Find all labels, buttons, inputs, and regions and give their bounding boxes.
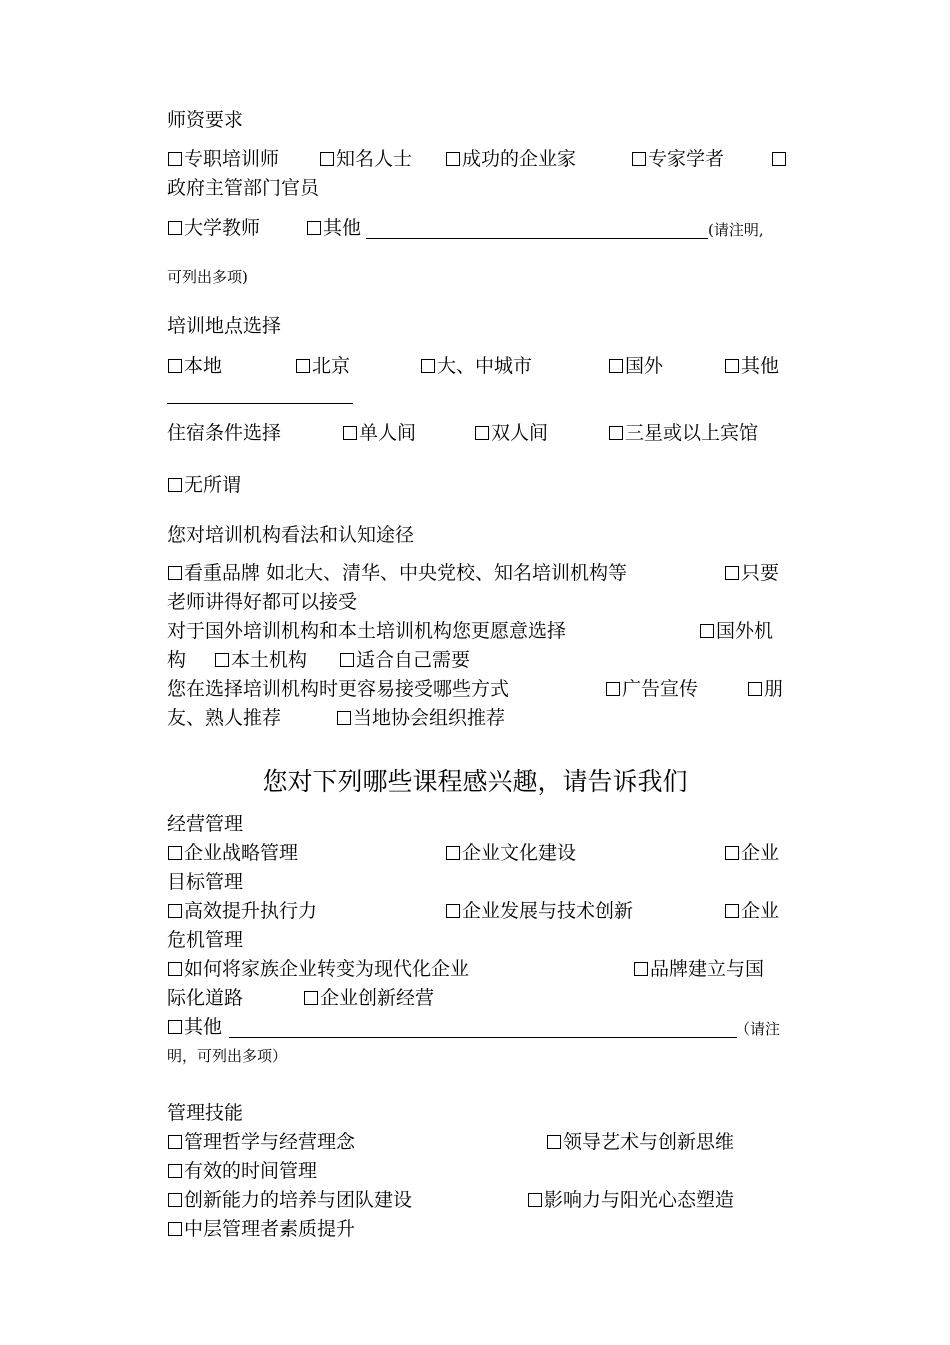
- checkbox-double-room[interactable]: 双人间: [475, 421, 548, 445]
- channel-question: 您在选择培训机构时更容易接受哪些方式: [167, 678, 510, 700]
- checkbox-advertising[interactable]: 广告宣传: [606, 677, 698, 701]
- checkbox-icon[interactable]: [725, 846, 739, 860]
- checkbox-suits-needs[interactable]: 适合自己需要: [340, 648, 470, 672]
- government-label: 政府主管部门官员: [167, 177, 320, 199]
- checkbox-icon[interactable]: [215, 653, 229, 667]
- checkbox-friend-referral[interactable]: 朋: [748, 677, 783, 701]
- checkbox-good-teacher[interactable]: 只要: [725, 561, 779, 585]
- friend-referral-label: 友、熟人推荐: [167, 707, 282, 729]
- checkbox-icon[interactable]: [725, 359, 739, 373]
- business-note: （请注: [735, 1020, 781, 1038]
- location-section-title: 培训地点选择: [167, 315, 282, 337]
- checkbox-government[interactable]: [772, 147, 788, 171]
- checkbox-icon[interactable]: [700, 624, 714, 638]
- checkbox-icon[interactable]: [168, 1135, 182, 1149]
- checkbox-icon[interactable]: [296, 359, 310, 373]
- checkbox-no-preference[interactable]: 无所谓: [168, 473, 241, 497]
- checkbox-university-teacher[interactable]: 大学教师: [168, 216, 260, 240]
- checkbox-icon[interactable]: [337, 711, 351, 725]
- checkbox-culture[interactable]: 企业文化建设: [446, 841, 576, 865]
- checkbox-icon[interactable]: [725, 566, 739, 580]
- teacher-note: (请注明,: [708, 221, 764, 239]
- checkbox-icon[interactable]: [168, 359, 182, 373]
- crisis-management-label: 危机管理: [167, 929, 244, 951]
- checkbox-expert[interactable]: 专家学者: [632, 147, 724, 171]
- checkbox-icon[interactable]: [748, 682, 762, 696]
- checkbox-icon[interactable]: [168, 962, 182, 976]
- checkbox-icon[interactable]: [606, 682, 620, 696]
- checkbox-goal-management[interactable]: 企业: [725, 841, 779, 865]
- location-other-input[interactable]: [167, 403, 353, 404]
- checkbox-crisis-management[interactable]: 企业: [725, 899, 779, 923]
- business-note-cont: 明，可列出多项）: [167, 1047, 288, 1065]
- checkbox-icon[interactable]: [168, 1164, 182, 1178]
- teacher-other-input[interactable]: [366, 238, 708, 239]
- checkbox-icon[interactable]: [609, 359, 623, 373]
- checkbox-leadership[interactable]: 领导艺术与创新思维: [547, 1130, 734, 1154]
- checkbox-time-management[interactable]: 有效的时间管理: [168, 1159, 317, 1183]
- checkbox-icon[interactable]: [772, 152, 786, 166]
- checkbox-icon[interactable]: [168, 1193, 182, 1207]
- checkbox-family-business[interactable]: 如何将家族企业转变为现代化企业: [168, 957, 469, 981]
- checkbox-three-star[interactable]: 三星或以上宾馆: [609, 421, 758, 445]
- checkbox-icon[interactable]: [446, 846, 460, 860]
- checkbox-fulltime-trainer[interactable]: 专职培训师: [168, 147, 279, 171]
- checkbox-icon[interactable]: [343, 426, 357, 440]
- checkbox-icon[interactable]: [446, 152, 460, 166]
- checkbox-icon[interactable]: [632, 152, 646, 166]
- checkbox-icon[interactable]: [168, 1020, 182, 1034]
- checkbox-abroad[interactable]: 国外: [609, 354, 663, 378]
- checkbox-association[interactable]: 当地协会组织推荐: [337, 706, 505, 730]
- checkbox-single-room[interactable]: 单人间: [343, 421, 416, 445]
- checkbox-icon[interactable]: [168, 1222, 182, 1236]
- view-section-title: 您对培训机构看法和认知途径: [167, 524, 415, 546]
- goal-management-label: 目标管理: [167, 871, 244, 893]
- checkbox-entrepreneur[interactable]: 成功的企业家: [446, 147, 576, 171]
- checkbox-local[interactable]: 本地: [168, 354, 222, 378]
- checkbox-icon[interactable]: [168, 221, 182, 235]
- checkbox-philosophy[interactable]: 管理哲学与经营理念: [168, 1130, 355, 1154]
- checkbox-icon[interactable]: [320, 152, 334, 166]
- teacher-section-title: 师资要求: [167, 109, 244, 131]
- checkbox-brand-building[interactable]: 品牌建立与国: [634, 957, 764, 981]
- checkbox-teacher-other[interactable]: 其他: [307, 216, 361, 240]
- checkbox-icon[interactable]: [340, 653, 354, 667]
- checkbox-middle-management[interactable]: 中层管理者素质提升: [168, 1217, 355, 1241]
- checkbox-celebrity[interactable]: 知名人士: [320, 147, 412, 171]
- skills-section-title: 管理技能: [167, 1102, 244, 1124]
- checkbox-execution[interactable]: 高效提升执行力: [168, 899, 317, 923]
- checkbox-business-other[interactable]: 其他: [168, 1015, 222, 1039]
- checkbox-icon[interactable]: [725, 904, 739, 918]
- teacher-note-cont: 可列出多项): [167, 268, 248, 286]
- brand-building-label: 际化道路: [167, 987, 244, 1009]
- checkbox-icon[interactable]: [528, 1193, 542, 1207]
- checkbox-local-institution[interactable]: 本土机构: [215, 648, 307, 672]
- lodging-section-title: 住宿条件选择: [167, 422, 282, 444]
- checkbox-icon[interactable]: [168, 846, 182, 860]
- checkbox-brand[interactable]: 看重品牌 如北大、清华、中央党校、知名培训机构等: [168, 561, 627, 585]
- courses-heading: 您对下列哪些课程感兴趣，请告诉我们: [262, 767, 688, 796]
- checkbox-location-other[interactable]: 其他: [725, 354, 779, 378]
- checkbox-big-city[interactable]: 大、中城市: [421, 354, 532, 378]
- checkbox-icon[interactable]: [475, 426, 489, 440]
- checkbox-influence[interactable]: 影响力与阳光心态塑造: [528, 1188, 734, 1212]
- checkbox-icon[interactable]: [307, 221, 321, 235]
- checkbox-icon[interactable]: [421, 359, 435, 373]
- checkbox-icon[interactable]: [634, 962, 648, 976]
- checkbox-icon[interactable]: [609, 426, 623, 440]
- checkbox-icon[interactable]: [547, 1135, 561, 1149]
- good-teacher-label: 老师讲得好都可以接受: [167, 591, 358, 613]
- checkbox-innovation-ops[interactable]: 企业创新经营: [304, 986, 434, 1010]
- institution-question: 对于国外培训机构和本土培训机构您更愿意选择: [167, 620, 567, 642]
- checkbox-icon[interactable]: [168, 904, 182, 918]
- checkbox-icon[interactable]: [168, 566, 182, 580]
- checkbox-tech-innovation[interactable]: 企业发展与技术创新: [446, 899, 633, 923]
- checkbox-team-building[interactable]: 创新能力的培养与团队建设: [168, 1188, 412, 1212]
- checkbox-icon[interactable]: [446, 904, 460, 918]
- checkbox-icon[interactable]: [168, 478, 182, 492]
- checkbox-icon[interactable]: [168, 152, 182, 166]
- business-other-input[interactable]: [229, 1037, 737, 1038]
- checkbox-icon[interactable]: [304, 991, 318, 1005]
- checkbox-strategy[interactable]: 企业战略管理: [168, 841, 298, 865]
- business-section-title: 经营管理: [167, 813, 244, 835]
- checkbox-foreign-institution[interactable]: 国外机: [700, 619, 773, 643]
- checkbox-beijing[interactable]: 北京: [296, 354, 350, 378]
- foreign-institution-label: 构: [167, 649, 187, 671]
